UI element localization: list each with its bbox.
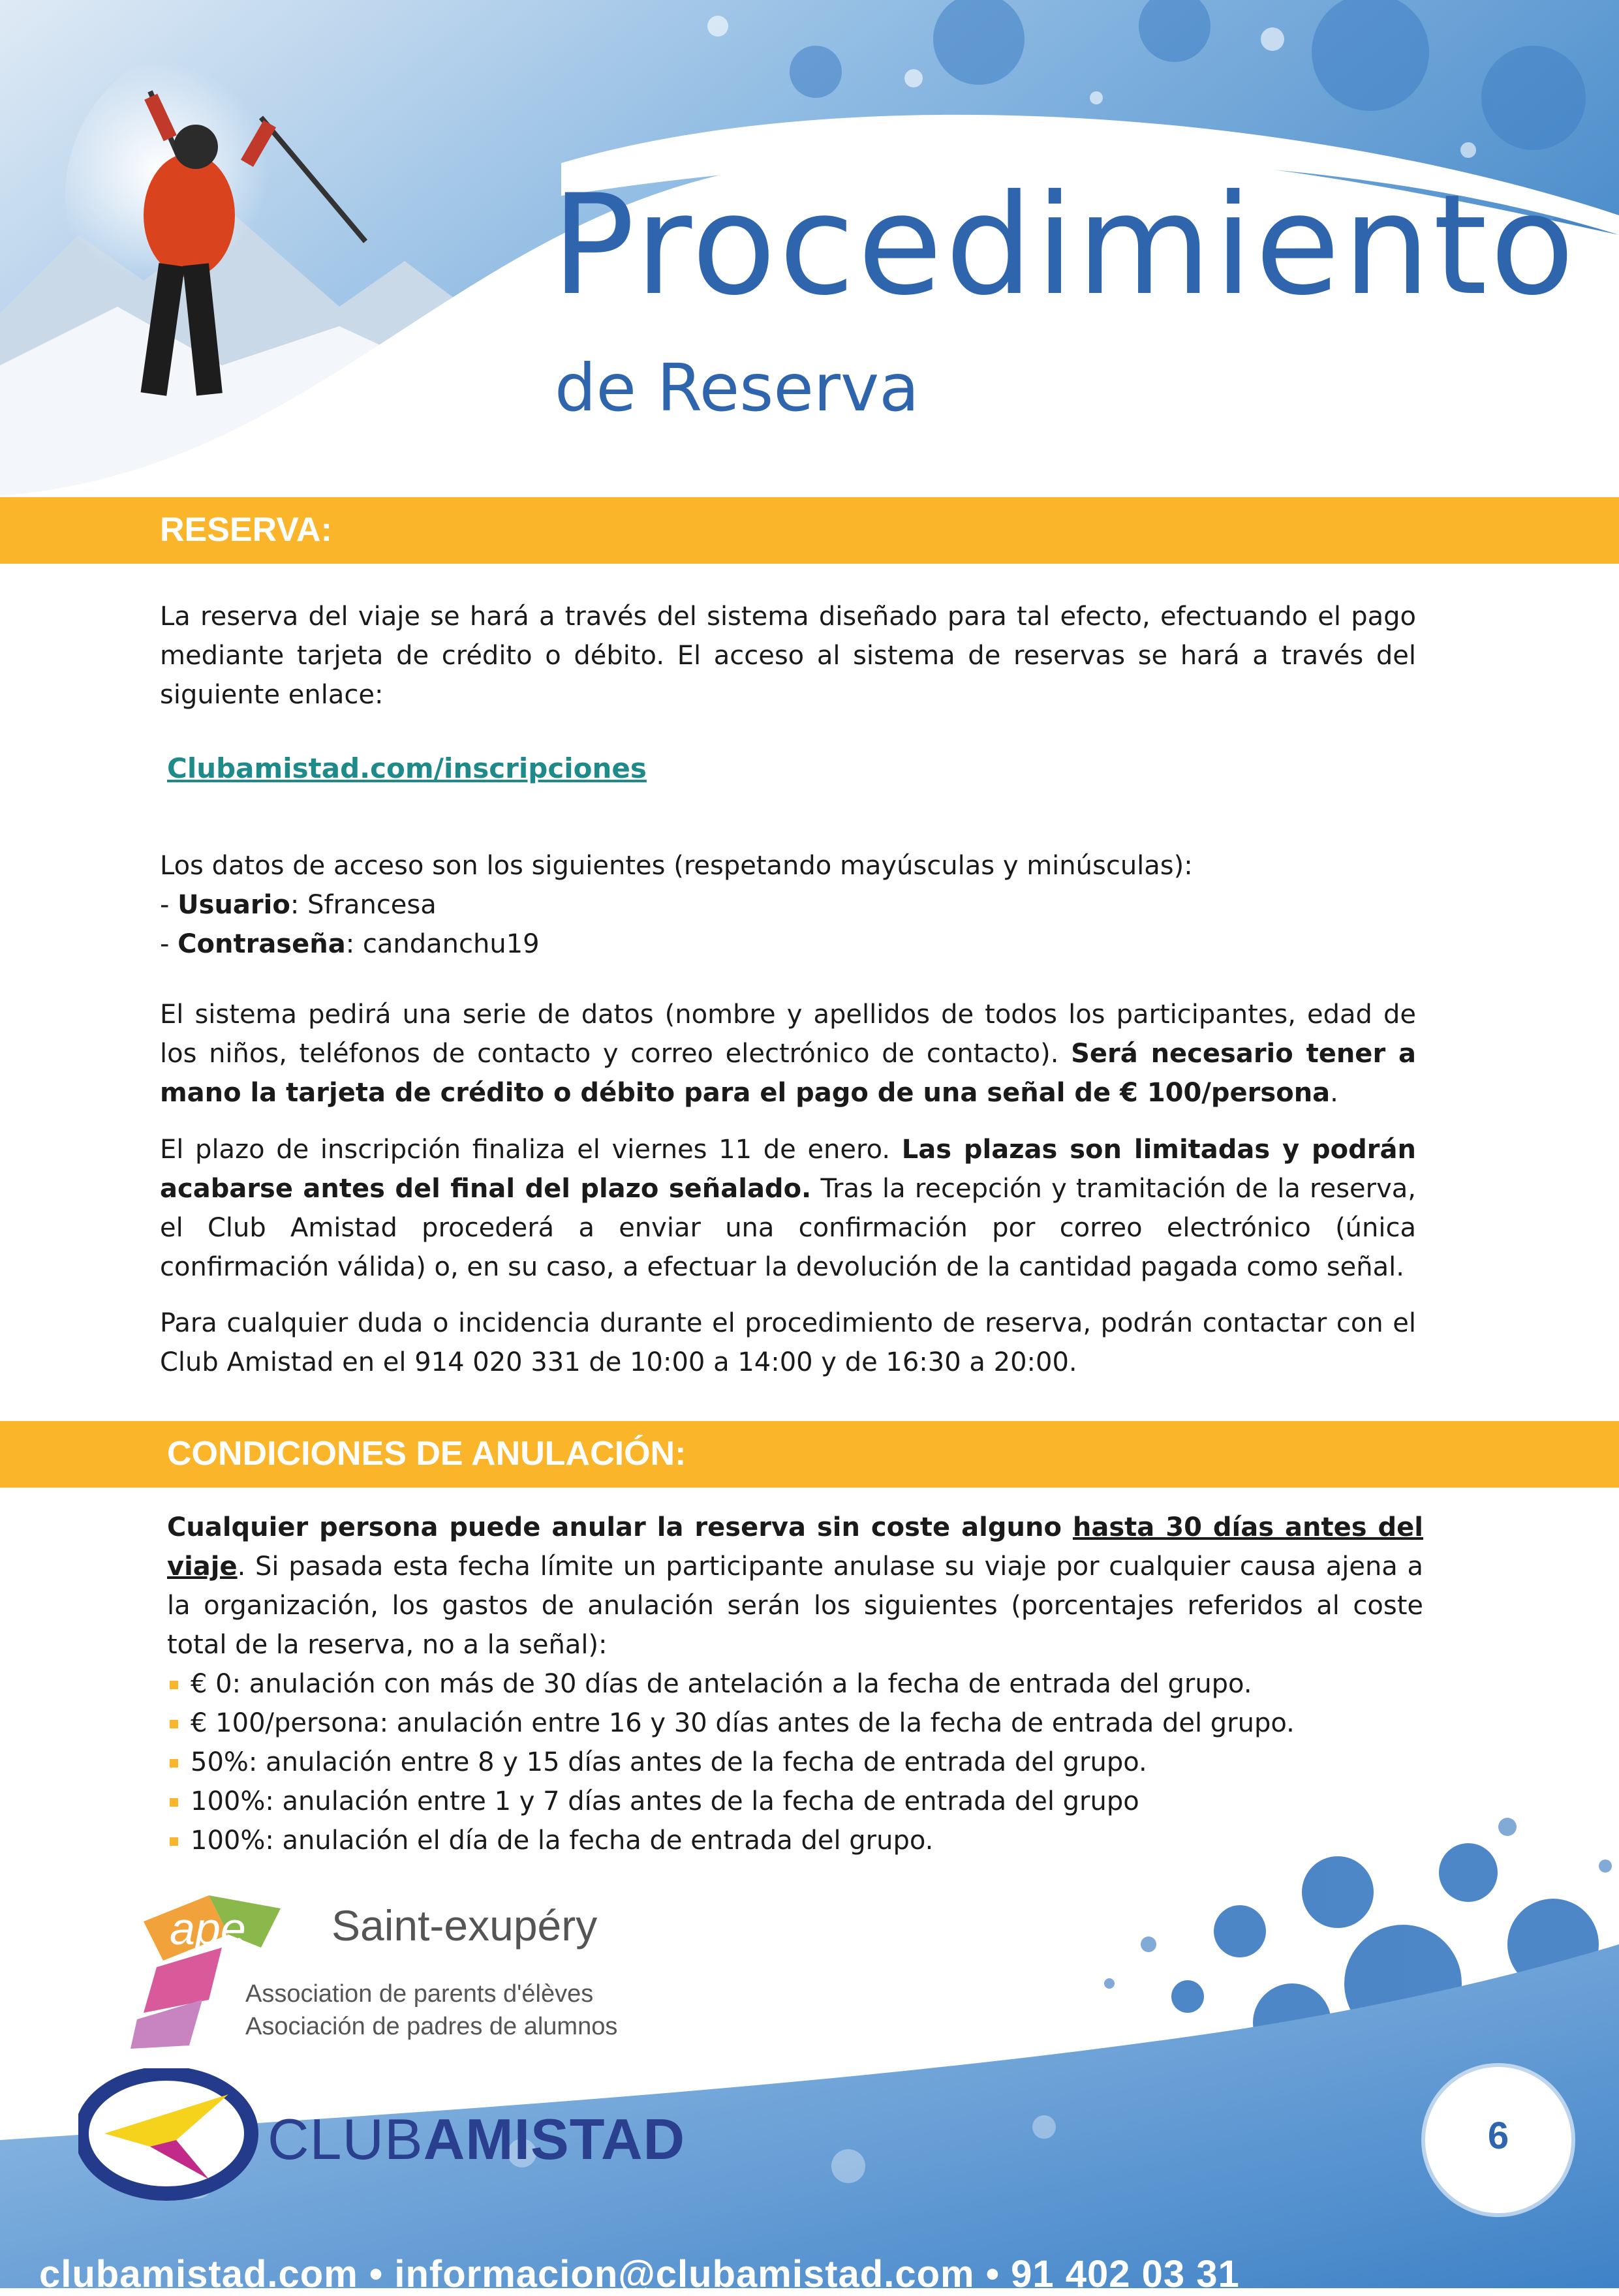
clubamistad-emblem-icon xyxy=(78,2068,261,2205)
square-bullet-icon xyxy=(170,1759,178,1768)
square-bullet-icon xyxy=(170,1681,178,1689)
list-item xyxy=(167,1704,1423,1743)
club-bold: AMISTAD xyxy=(423,2107,686,2171)
password-value: : candanchu19 xyxy=(345,929,540,959)
fee-text: 50%: anulación entre 8 y 15 días antes de la fecha de entrada del grupo. xyxy=(191,1747,1147,1777)
page-subtitle: de Reserva xyxy=(555,350,919,426)
anulacion-section-bar xyxy=(0,1421,1619,1488)
system-paragraph xyxy=(160,995,1416,1112)
user-value: : Sfrancesa xyxy=(290,890,437,920)
reserva-section-bar xyxy=(0,497,1619,564)
clubamistad-wordmark xyxy=(268,2106,685,2173)
password-label: Contraseña xyxy=(177,929,346,959)
anulacion-lead-bold: Cualquier persona puede anular la reserva sin coste alguno xyxy=(167,1512,1073,1542)
list-item xyxy=(167,1743,1423,1782)
fee-text: € 100/persona: anulación entre 16 y 30 días antes de la fecha de entrada del grupo. xyxy=(191,1708,1295,1738)
fee-text: 100%: anulación entre 1 y 7 días antes de la fecha de entrada del grupo xyxy=(191,1786,1139,1816)
reserva-heading: RESERVA: xyxy=(160,511,332,549)
password-prefix: - xyxy=(160,929,178,959)
square-bullet-icon xyxy=(170,1798,178,1807)
apa-logo xyxy=(131,1895,618,2052)
anulacion-heading: CONDICIONES DE ANULACIÓN: xyxy=(167,1435,686,1473)
access-intro: Los datos de acceso son los siguientes (respetando mayúsculas y minúsculas): xyxy=(160,851,1193,881)
deadline-bold: Las plazas son limitadas y podrán acabarse antes del final del plazo señalado. xyxy=(160,1135,1416,1204)
club-prefix: CLUB xyxy=(268,2107,424,2171)
user-prefix: - xyxy=(160,890,178,920)
footer-contact: clubamistad.com • informacion@clubamistad.com • 91 402 03 31 xyxy=(39,2253,1240,2295)
page-title: Procedimiento xyxy=(551,164,1577,326)
fee-text: € 0: anulación con más de 30 días de antelación a la fecha de entrada del grupo. xyxy=(191,1669,1252,1699)
system-text: El sistema pedirá una serie de datos (nombre y apellidos de todos los participantes, edad de los niños, teléfonos de contacto y correo electrónico de contacto). xyxy=(160,1000,1416,1069)
user-label: Usuario xyxy=(177,890,290,920)
anulacion-lead-rest: . Si pasada esta fecha límite un participante anulase su viaje por cualquier causa ajena a la organización, los gastos de anulación serán los siguientes (porcentajes referidos al coste total de la reserva, no a la señal): xyxy=(167,1552,1423,1660)
deadline-text: El plazo de inscripción finaliza el viernes 11 de enero. xyxy=(160,1135,902,1165)
list-item xyxy=(167,1664,1423,1704)
apa-letters: ape xyxy=(170,1903,246,1954)
deadline-paragraph xyxy=(160,1130,1416,1287)
page-number: 6 xyxy=(1487,2115,1509,2157)
page-number-badge xyxy=(1425,2067,1571,2213)
square-bullet-icon xyxy=(170,1720,178,1728)
apa-line-1: Association de parents d'élèves xyxy=(245,1980,594,2008)
password-credential xyxy=(160,925,1416,964)
anulacion-lead xyxy=(167,1508,1423,1664)
access-data-block xyxy=(160,846,1416,964)
clubamistad-logo xyxy=(78,2068,686,2205)
anulacion-block xyxy=(167,1508,1423,1860)
anulacion-lead-underline: hasta 30 días antes del viaje xyxy=(167,1512,1424,1582)
contact-paragraph: Para cualquier duda o incidencia durante el procedimiento de reserva, podrán contactar con el Club Amistad en el 914 020 331 de 10:00 a 14:00 y de 16:30 a 20:00. xyxy=(160,1308,1416,1377)
user-credential xyxy=(160,885,1416,925)
system-bold: Será necesario tener a mano la tarjeta de crédito o débito para el pago de una señal de € 100/persona xyxy=(160,1039,1417,1108)
apa-name: Saint-exupéry xyxy=(332,1901,598,1950)
reserva-intro: La reserva del viaje se hará a través del sistema diseñado para tal efecto, efectuando el pago mediante tarjeta de crédito o débito. El acceso al sistema de reservas se hará a través del siguiente enlace: xyxy=(160,602,1416,710)
apa-line-2: Asociación de padres de alumnos xyxy=(245,2013,618,2040)
inscripciones-link[interactable]: Clubamistad.com/inscripciones xyxy=(167,752,647,784)
fee-text: 100%: anulación el día de la fecha de entrada del grupo. xyxy=(191,1826,934,1856)
system-end: . xyxy=(1330,1078,1338,1108)
deadline-rest: Tras la recepción y tramitación de la reserva, el Club Amistad procederá a enviar una confirmación por correo electrónico (única confirmación válida) o, en su caso, a efectuar la devolución de la cantidad pagada como señal. xyxy=(160,1174,1417,1282)
